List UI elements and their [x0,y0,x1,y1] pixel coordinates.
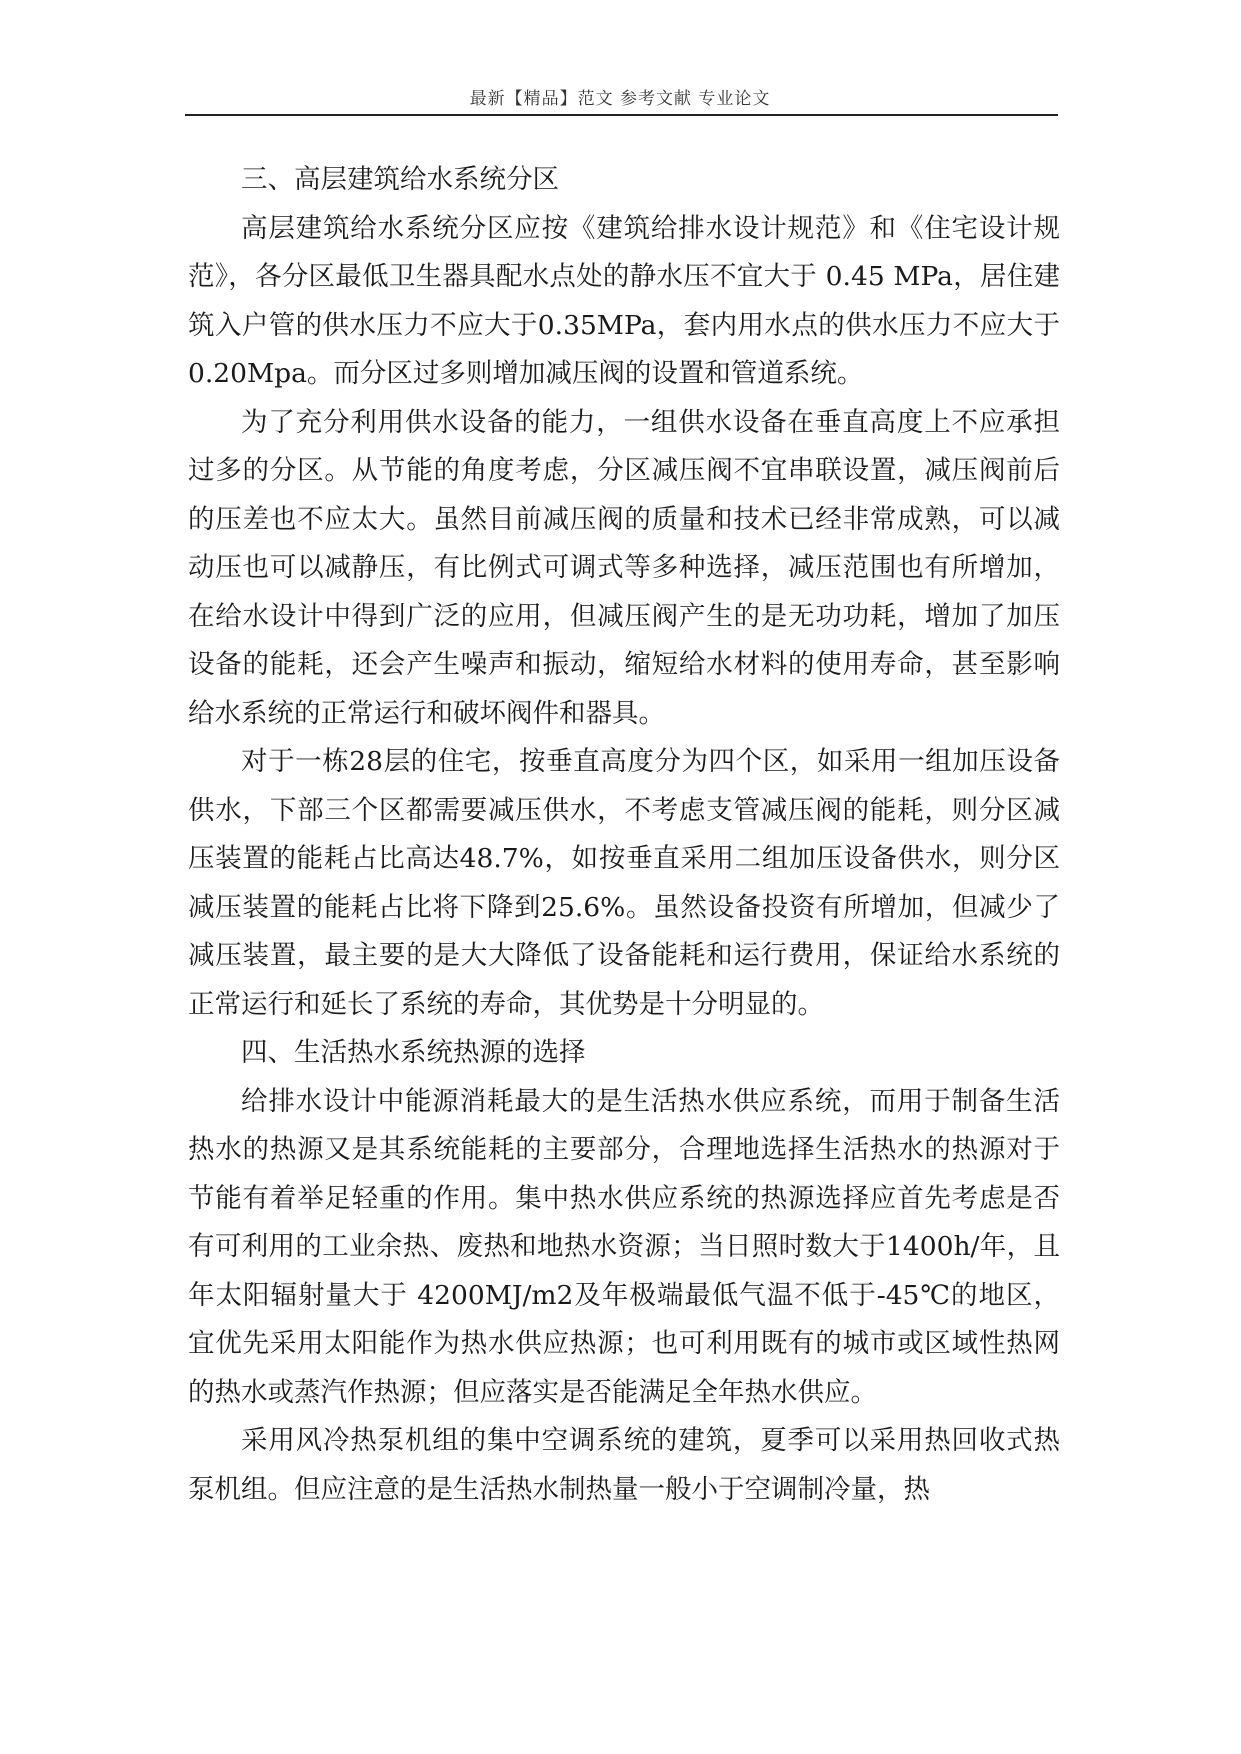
header-divider [185,114,1058,116]
paragraph: 高层建筑给水系统分区应按《建筑给排水设计规范》和《住宅设计规范》，各分区最低卫生器具配水点处的静水压不宜大于 0.45 MPa，居住建筑入户管的供水压力不应大于0.35MPa，套内用水点的供水压力不应大于0.20Mpa。而分区过多则增加减压阀的设置和管道系统。 [188,212,1060,389]
section-heading-3: 三、高层建筑给水系统分区 [241,164,559,195]
paragraph: 采用风冷热泵机组的集中空调系统的建筑，夏季可以采用热回收式热泵机组。但应注意的是生活热水制热量一般小于空调制冷量，热 [188,1425,1060,1505]
page-header: 最新【精品】范文 参考文献 专业论文 [469,89,771,109]
paragraph: 给排水设计中能源消耗最大的是生活热水供应系统，而用于制备生活热水的热源又是其系统能耗的主要部分，合理地选择生活热水的热源对于节能有着举足轻重的作用。集中热水供应系统的热源选择应首先考虑是否有可利用的工业余热、废热和地热水资源；当日照时数大于1400h/年，且年太阳辐射量大于 4200MJ/m2及年极端最低气温不低于-45℃的地区，宜优先采用太阳能作为热水供应热源；也可利用既有的城市或区域性热网的热水或蒸汽作热源；但应落实是否能满足全年热水供应。 [188,1085,1060,1408]
paragraph: 为了充分利用供水设备的能力，一组供水设备在垂直高度上不应承担过多的分区。从节能的角度考虑，分区减压阀不宜串联设置，减压阀前后的压差也不应太大。虽然目前减压阀的质量和技术已经非常成熟，可以减动压也可以减静压，有比例式可调式等多种选择，减压范围也有所增加，在给水设计中得到广泛的应用，但减压阀产生的是无功功耗，增加了加压设备的能耗，还会产生噪声和振动，缩短给水材料的使用寿命，甚至影响给水系统的正常运行和破坏阀件和器具。 [188,406,1060,729]
section-heading-4: 四、生活热水系统热源的选择 [241,1037,586,1068]
paragraph: 对于一栋28层的住宅，按垂直高度分为四个区，如采用一组加压设备供水，下部三个区都需要减压供水，不考虑支管减压阀的能耗，则分区减压装置的能耗占比高达48.7%，如按垂直采用二组加压设备供水，则分区减压装置的能耗占比将下降到25.6%。虽然设备投资有所增加，但减少了减压装置，最主要的是大大降低了设备能耗和运行费用，保证给水系统的正常运行和延长了系统的寿命，其优势是十分明显的。 [188,746,1060,1020]
document-body [188,156,1060,1514]
